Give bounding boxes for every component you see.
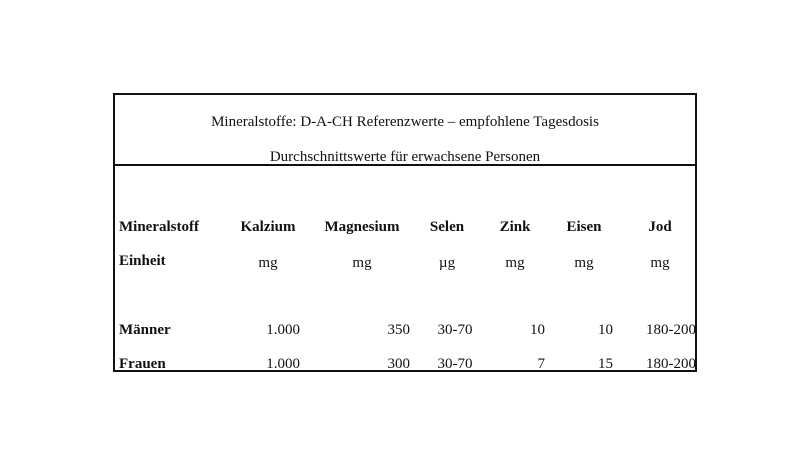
- units-label: Einheit: [119, 253, 166, 269]
- cell-maenner-selen: 30-70: [437, 322, 473, 338]
- cell-frauen-kalzium: 1.000: [266, 356, 300, 372]
- cell-maenner-eisen: 10: [598, 322, 613, 338]
- unit-zink: mg: [505, 255, 525, 271]
- cell-frauen-magnesium: 300: [387, 356, 410, 372]
- cell-frauen-eisen: 15: [598, 356, 613, 372]
- unit-selen: µg: [438, 255, 456, 271]
- unit-magnesium: mg: [352, 255, 372, 271]
- table-title: Mineralstoffe: D-A-CH Referenzwerte – empfohlene Tagesdosis: [211, 114, 599, 130]
- row-label-maenner: Männer: [119, 322, 171, 338]
- table-subtitle: Durchschnittswerte für erwachsene Personen: [269, 149, 541, 165]
- header-eisen: Eisen: [566, 219, 602, 235]
- cell-maenner-jod: 180-200: [646, 322, 696, 338]
- header-zink: Zink: [499, 219, 531, 235]
- header-selen: Selen: [429, 219, 465, 235]
- cell-frauen-selen: 30-70: [437, 356, 473, 372]
- cell-maenner-kalzium: 1.000: [266, 322, 300, 338]
- reference-table: [113, 93, 697, 372]
- cell-frauen-jod: 180-200: [646, 356, 696, 372]
- cell-maenner-magnesium: 350: [387, 322, 410, 338]
- unit-eisen: mg: [574, 255, 594, 271]
- unit-jod: mg: [650, 255, 670, 271]
- header-jod: Jod: [648, 219, 672, 235]
- header-kalzium: Kalzium: [240, 219, 296, 235]
- row-label-frauen: Frauen: [119, 356, 166, 372]
- table-header: [115, 95, 695, 166]
- cell-frauen-zink: 7: [537, 356, 545, 372]
- header-mineralstoff: Mineralstoff: [119, 219, 199, 235]
- cell-maenner-zink: 10: [530, 322, 545, 338]
- header-magnesium: Magnesium: [324, 219, 400, 235]
- unit-kalzium: mg: [258, 255, 278, 271]
